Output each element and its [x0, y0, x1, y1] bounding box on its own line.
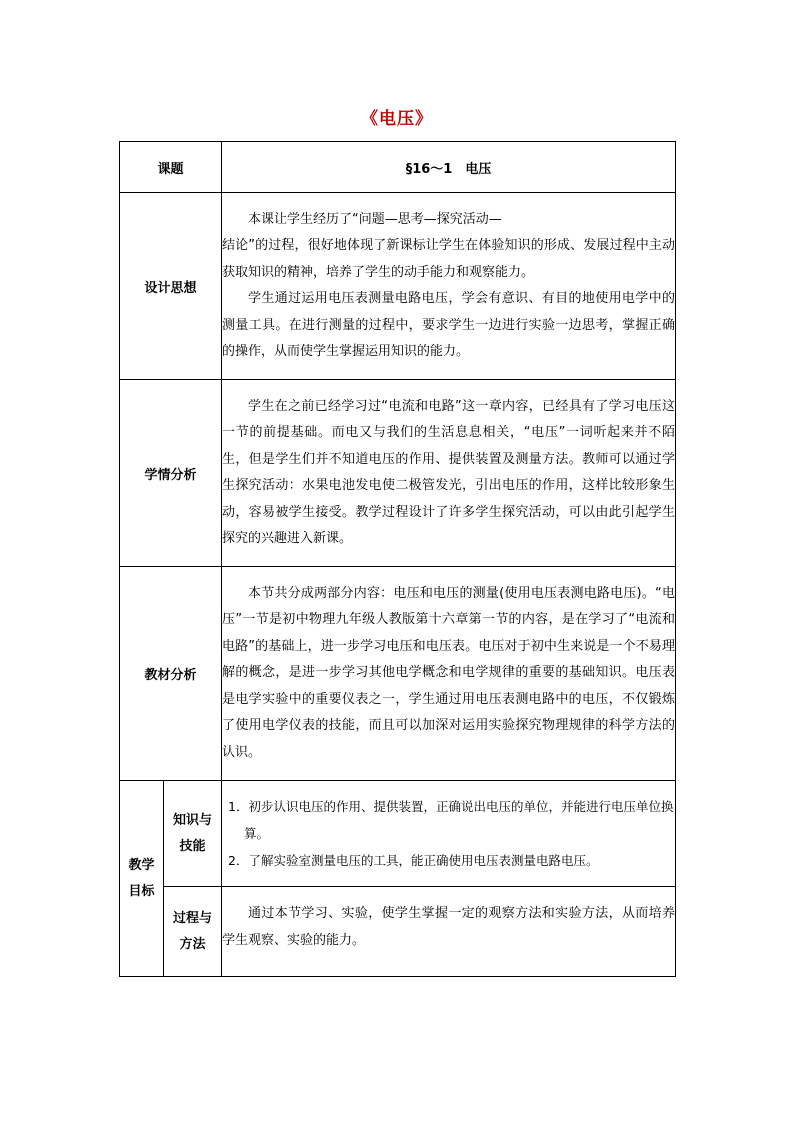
design-label: 设计思想 [120, 193, 222, 380]
knowledge-content [222, 781, 676, 887]
material-content [222, 567, 676, 781]
knowledge-label-line1: 知识与 [173, 812, 213, 828]
goals-label-line1: 教学 [128, 857, 155, 873]
learner-content [222, 380, 676, 567]
row-design [120, 193, 676, 380]
knowledge-item-1: 1．初步认识电压的作用、提供装置，正确说出电压的单位，并能进行电压单位换算。 [228, 799, 674, 841]
row-topic [120, 142, 676, 193]
row-goal-knowledge [120, 781, 676, 887]
topic-label: 课题 [120, 142, 222, 193]
knowledge-item-2: 2．了解实验室测量电压的工具，能正确使用电压表测量电路电压。 [228, 853, 599, 868]
process-label [164, 887, 222, 977]
goals-label [120, 781, 164, 977]
process-label-line1: 过程与 [173, 910, 213, 926]
knowledge-label [164, 781, 222, 887]
design-paragraph-2: 学生通过运用电压表测量电路电压，学会有意识、有目的地使用电学中的测量工具。在进行测量的过程中，要求学生一边进行实验一边思考，掌握正确的操作，从而使学生掌握运用知识的能力。 [222, 291, 676, 359]
material-label: 教材分析 [120, 567, 222, 781]
row-learner [120, 380, 676, 567]
row-material [120, 567, 676, 781]
learner-label: 学情分析 [120, 380, 222, 567]
goals-label-line2: 目标 [128, 883, 155, 899]
learner-paragraph: 学生在之前已经学习过“电流和电路”这一章内容，已经具有了学习电压这一节的前提基础。而电又与我们的生活息息相关，“电压”一词听起来并不陌生，但是学生们并不知道电压的作用、提供装置及测量方法。教师可以通过学生探究活动：水果电池发电使二极管发光，引出电压的作用，这样比较形象生动，容易被学生接受。教学过程设计了许多学生探究活动，可以由此引起学生探究的兴趣进入新课。 [222, 398, 676, 546]
knowledge-label-line2: 技能 [179, 838, 206, 854]
design-content [222, 193, 676, 380]
row-goal-process [120, 887, 676, 977]
lesson-plan-table [119, 141, 676, 977]
document-title: 《电压》 [361, 109, 433, 129]
design-paragraph-1b: 结论”的过程，很好地体现了新课标让学生在体验知识的形成、发展过程中主动获取知识的精神，培养了学生的动手能力和观察能力。 [222, 238, 676, 280]
design-paragraph-1a: 本课让学生经历了“问题—思考—探究活动— [248, 211, 502, 227]
process-paragraph: 通过本节学习、实验，使学生掌握一定的观察方法和实验方法，从而培养学生观察、实验的能力。 [222, 906, 676, 948]
process-label-line2: 方法 [179, 936, 206, 952]
process-content [222, 887, 676, 977]
material-paragraph: 本节共分成两部分内容：电压和电压的测量(使用电压表测电路电压)。“电压”一节是初中物理九年级人教版第十六章第一节的内容，是在学习了“电流和电路”的基础上，进一步学习电压和电压表。电压对于初中生来说是一个不易理解的概念，是进一步学习其他电学概念和电学规律的重要的基础知识。电压表是电学实验中的重要仪表之一，学生通过用电压表测电路中的电压，不仅锻炼了使用电学仪表的技能，而且可以加深对运用实验探究物理规律的科学方法的认识。 [222, 585, 676, 760]
topic-value: §16～1 电压 [222, 142, 676, 193]
